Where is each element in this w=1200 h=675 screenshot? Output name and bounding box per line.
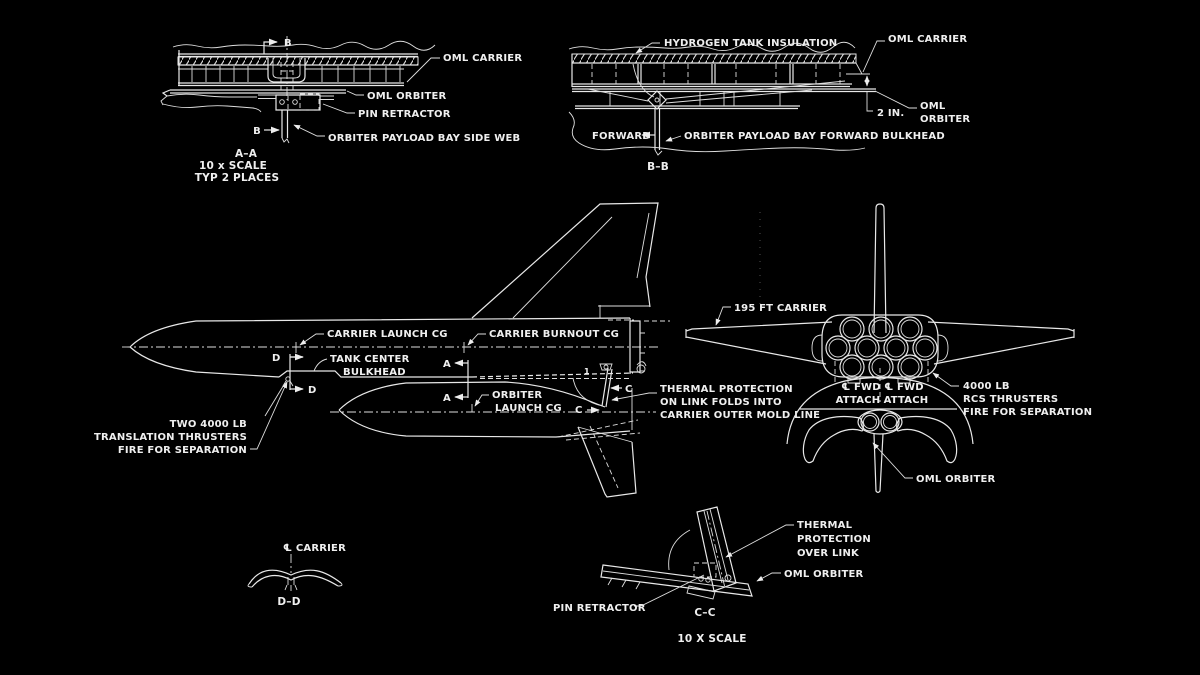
aa-cut-label-top: B xyxy=(284,38,292,49)
cc-section-title: C–C xyxy=(694,607,716,619)
bb-forward-label: FORWARD xyxy=(592,131,651,142)
cc-thermal-note-line1: THERMAL xyxy=(797,520,853,531)
rear-rcs-note-line1: 4000 LB xyxy=(963,381,1010,392)
cc-scale-note: 10 X SCALE xyxy=(677,633,747,645)
side-orbiter-cg-label-line2: LAUNCH CG xyxy=(495,403,562,414)
aa-side-web-label: ORBITER PAYLOAD BAY SIDE WEB xyxy=(328,133,521,144)
cc-thermal-note-line3: OVER LINK xyxy=(797,548,859,559)
cc-thermal-note-line2: PROTECTION xyxy=(797,534,871,545)
side-cut-a-bottom: A xyxy=(443,393,451,404)
side-cut-c-top: C xyxy=(625,384,633,395)
aa-cut-label-bottom: B xyxy=(253,126,261,137)
rear-attach-right-label-line2: ATTACH xyxy=(883,395,929,406)
dd-centerline-label: ℄ CARRIER xyxy=(283,543,346,554)
aa-pin-retractor-label: PIN RETRACTOR xyxy=(358,109,451,120)
bb-oml-carrier-label: OML CARRIER xyxy=(888,34,968,45)
rear-attach-left-label-line1: ℄ FWD xyxy=(841,382,881,393)
aa-oml-orbiter-label: OML ORBITER xyxy=(367,91,447,102)
rear-carrier-length-label: 195 FT CARRIER xyxy=(734,303,828,314)
side-link-callout: 1 xyxy=(584,367,590,376)
rear-attach-right-label-line1: ℄ FWD xyxy=(884,382,924,393)
cc-oml-orbiter-label: OML ORBITER xyxy=(784,569,864,580)
side-carrier-burnout-cg-label: CARRIER BURNOUT CG xyxy=(489,329,620,340)
side-cut-a-top: A xyxy=(443,359,451,370)
side-tank-center-label-line1: TANK CENTER xyxy=(330,354,410,365)
side-thermal-note-line2: ON LINK FOLDS INTO xyxy=(660,397,782,408)
side-thermal-note-line1: THERMAL PROTECTION xyxy=(660,384,793,395)
side-cut-c-bottom: C xyxy=(575,405,583,416)
side-thermal-note-line3: CARRIER OUTER MOLD LINE xyxy=(660,410,821,421)
bb-oml-orbiter-label-line2: ORBITER xyxy=(920,114,971,125)
rear-attach-left-label-line2: ATTACH xyxy=(835,395,881,406)
aa-scale-note: 10 x SCALE xyxy=(199,160,267,172)
side-orbiter-cg-label-line1: ORBITER xyxy=(492,390,543,401)
aa-oml-carrier-label: OML CARRIER xyxy=(443,53,523,64)
side-carrier-launch-cg-label: CARRIER LAUNCH CG xyxy=(327,329,448,340)
side-thruster-note-line2: TRANSLATION THRUSTERS xyxy=(93,432,247,443)
bb-hydrogen-insulation-label: HYDROGEN TANK INSULATION xyxy=(664,38,838,49)
side-tank-center-label-line2: BULKHEAD xyxy=(343,367,406,378)
bb-section-title: B–B xyxy=(647,161,669,173)
bb-oml-orbiter-label-line1: OML xyxy=(920,101,946,112)
side-thruster-note-line1: TWO 4000 LB xyxy=(169,419,247,430)
bb-gap-dimension: 2 IN. xyxy=(877,108,905,119)
aa-typ-note: TYP 2 PLACES xyxy=(194,172,280,184)
rear-rcs-note-line2: RCS THRUSTERS xyxy=(963,394,1059,405)
side-cut-d-bottom: D xyxy=(308,385,317,396)
cc-pin-retractor-label: PIN RETRACTOR xyxy=(553,603,646,614)
aa-section-title: A–A xyxy=(234,148,258,160)
side-thruster-note-line3: FIRE FOR SEPARATION xyxy=(117,445,247,456)
rear-oml-orbiter-label: OML ORBITER xyxy=(916,474,996,485)
bb-bulkhead-label: ORBITER PAYLOAD BAY FORWARD BULKHEAD xyxy=(684,131,945,142)
side-cut-d-top: D xyxy=(272,353,281,364)
dd-section-title: D–D xyxy=(277,596,301,608)
rear-rcs-note-line3: FIRE FOR SEPARATION xyxy=(963,407,1093,418)
